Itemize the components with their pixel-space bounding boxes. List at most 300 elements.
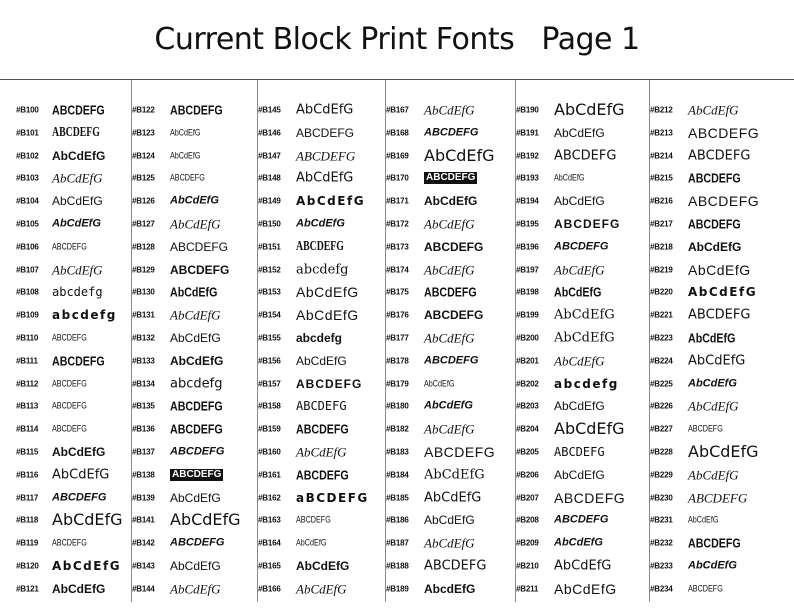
font-row: [650, 168, 790, 188]
font-row: [132, 100, 254, 120]
font-sample: AbCdEfG: [424, 490, 482, 506]
font-row: [16, 237, 128, 257]
font-code: #B156: [258, 356, 281, 366]
font-sample: ABCDEFG: [52, 491, 107, 504]
font-sample: AbCdEfG: [296, 581, 347, 597]
font-row: [650, 351, 790, 371]
font-sample: AbCdEfG: [424, 216, 475, 232]
font-code: #B218: [650, 242, 673, 252]
font-code: #B194: [516, 196, 539, 206]
font-sample: AbCdEfG: [554, 100, 625, 119]
font-code: #B180: [386, 401, 409, 411]
font-sample: AbCdEfG: [424, 513, 475, 528]
font-sample: AbCdEfG: [170, 490, 221, 505]
font-code: #B197: [516, 265, 539, 275]
font-code: #B160: [258, 447, 281, 457]
font-code: #B233: [650, 561, 673, 571]
font-code: #B100: [16, 105, 39, 115]
font-row: [386, 510, 512, 530]
font-row: [386, 488, 512, 508]
font-column: [516, 80, 650, 602]
font-row: [258, 282, 382, 302]
font-code: #B107: [16, 265, 39, 275]
font-row: [386, 237, 512, 257]
font-row: [516, 533, 646, 553]
font-sample: AbCdEfG: [554, 558, 612, 574]
font-sample: AbCdEfG: [52, 467, 110, 483]
font-sample: AbCdEfG: [554, 419, 625, 439]
font-code: #B169: [386, 151, 409, 161]
font-sample: ABCDEFG: [170, 172, 205, 183]
font-sample: AbCdEfG: [554, 399, 605, 414]
font-sample: ABCDEFG: [554, 217, 621, 231]
font-code: #B114: [16, 424, 39, 434]
font-code: #B108: [16, 287, 39, 297]
font-column: [258, 80, 386, 602]
font-row: [516, 168, 646, 188]
font-row: [650, 328, 790, 348]
font-sample: ABCDEFG: [170, 445, 225, 458]
font-row: [650, 488, 790, 508]
font-code: #B104: [16, 196, 39, 206]
font-row: [132, 556, 254, 576]
font-code: #B120: [16, 561, 39, 571]
font-row: [258, 579, 382, 599]
font-code: #B118: [16, 515, 39, 525]
font-code: #B211: [516, 584, 539, 594]
font-row: [516, 305, 646, 325]
font-code: #B142: [132, 538, 155, 548]
font-sample: AbCdEfG: [296, 353, 347, 368]
font-sample: ABCDEFG: [688, 170, 741, 186]
font-row: [258, 396, 382, 416]
font-row: [258, 488, 382, 508]
font-row: [516, 510, 646, 530]
font-row: [650, 123, 790, 143]
font-code: #B198: [516, 287, 539, 297]
font-row: [386, 260, 512, 280]
font-row: [650, 282, 790, 302]
font-code: #B206: [516, 470, 539, 480]
font-sample: ABCDEFG: [554, 489, 626, 506]
font-sample: ABCDEFG: [296, 238, 344, 254]
font-sample: ABCDEFG: [52, 102, 105, 118]
font-row: [386, 328, 512, 348]
font-sample: ABCDEFG: [52, 423, 87, 434]
font-code: #B163: [258, 515, 281, 525]
font-row: [16, 123, 128, 143]
font-row: [16, 374, 128, 394]
font-row: [650, 533, 790, 553]
font-row: [386, 214, 512, 234]
font-row: [132, 579, 254, 599]
font-code: #B171: [386, 196, 409, 206]
font-row: [16, 533, 128, 553]
font-row: [516, 237, 646, 257]
font-row: [386, 374, 512, 394]
font-code: #B172: [386, 219, 409, 229]
font-row: [650, 579, 790, 599]
font-code: #B193: [516, 173, 539, 183]
font-code: #B213: [650, 128, 673, 138]
font-code: #B113: [16, 401, 39, 411]
font-row: [132, 282, 254, 302]
font-code: #B173: [386, 242, 409, 252]
font-row: [258, 260, 382, 280]
font-sample: abcdefg: [52, 285, 103, 300]
font-row: [258, 328, 382, 348]
font-sample: AbcdEfG: [424, 581, 476, 596]
font-code: #B144: [132, 584, 155, 594]
font-sample: abcdefg: [554, 376, 619, 391]
font-sample: AbCdEfG: [554, 353, 605, 369]
font-row: [516, 100, 646, 120]
font-code: #B203: [516, 401, 539, 411]
font-code: #B105: [16, 219, 39, 229]
font-sample: ABCDEFG: [688, 193, 760, 210]
font-code: #B234: [650, 584, 673, 594]
font-code: #B202: [516, 379, 539, 389]
font-sample: AbCdEfG: [554, 284, 602, 300]
font-row: [258, 419, 382, 439]
font-code: #B214: [650, 151, 673, 161]
font-code: #B123: [132, 128, 155, 138]
font-code: #B224: [650, 356, 673, 366]
font-row: [16, 556, 128, 576]
font-row: [386, 419, 512, 439]
font-sample: ABCDEFG: [554, 240, 609, 253]
font-code: #B149: [258, 196, 281, 206]
font-code: #B201: [516, 356, 539, 366]
font-code: #B125: [132, 173, 155, 183]
font-sample: AbCdEfG: [170, 353, 224, 368]
font-row: [516, 282, 646, 302]
font-row: [516, 351, 646, 371]
font-row: [16, 510, 128, 530]
font-row: [650, 374, 790, 394]
font-code: #B112: [16, 379, 39, 389]
font-row: [516, 396, 646, 416]
font-row: [16, 579, 128, 599]
font-sample: ABCDEFG: [688, 216, 741, 232]
page-title: Current Block Print Fonts Page 1: [154, 22, 640, 57]
font-code: #B162: [258, 493, 281, 503]
font-row: [258, 305, 382, 325]
font-code: #B183: [386, 447, 409, 457]
font-sample: ABCDEFG: [296, 376, 363, 391]
font-code: #B205: [516, 447, 539, 457]
font-row: [258, 533, 382, 553]
font-code: #B232: [650, 538, 673, 548]
font-code: #B137: [132, 447, 155, 457]
font-row: [386, 556, 512, 576]
font-row: [258, 146, 382, 166]
font-row: [650, 396, 790, 416]
font-code: #B150: [258, 219, 281, 229]
font-row: [132, 305, 254, 325]
font-code: #B139: [132, 493, 155, 503]
font-sample: AbCdEfG: [296, 444, 347, 460]
font-code: #B207: [516, 493, 539, 503]
font-code: #B170: [386, 173, 409, 183]
font-sample: ABCDEFG: [688, 148, 751, 164]
font-code: #B128: [132, 242, 155, 252]
font-code: #B182: [386, 424, 409, 434]
font-row: [16, 214, 128, 234]
font-code: #B148: [258, 173, 281, 183]
font-row: [16, 260, 128, 280]
font-sample: AbCdEfG: [296, 307, 359, 324]
font-sample: AbCdEfG: [170, 581, 221, 597]
font-code: #B195: [516, 219, 539, 229]
font-code: #B225: [650, 379, 673, 389]
font-code: #B158: [258, 401, 281, 411]
font-row: [16, 396, 128, 416]
font-row: [132, 488, 254, 508]
font-row: [650, 237, 790, 257]
font-code: #B135: [132, 401, 155, 411]
font-code: #B227: [650, 424, 673, 434]
font-code: #B157: [258, 379, 281, 389]
font-sample: ABCDEFG: [170, 536, 225, 549]
font-row: [516, 123, 646, 143]
font-sample: AbCdEfG: [170, 216, 221, 232]
font-sample: AbCdEfG: [52, 559, 122, 573]
font-sample: aBCDEFG: [296, 490, 369, 505]
font-sample: ABCDEFG: [424, 558, 487, 574]
font-sample: ABCDEFG: [554, 445, 605, 459]
font-sample: ABCDEFG: [424, 284, 477, 300]
font-code: #B165: [258, 561, 281, 571]
font-column: [650, 80, 794, 602]
font-code: #B231: [650, 515, 673, 525]
font-row: [258, 374, 382, 394]
font-sample: ABCDEFG: [296, 148, 356, 164]
font-code: #B155: [258, 333, 281, 343]
font-sample: AbCdEfG: [554, 330, 615, 346]
font-sample: AbCdEfG: [170, 559, 221, 573]
font-sample: AbCdEfG: [52, 194, 103, 209]
font-code: #B109: [16, 310, 39, 320]
font-row: [16, 100, 128, 120]
font-code: #B151: [258, 242, 281, 252]
font-code: #B209: [516, 538, 539, 548]
font-sample: AbCdEfG: [424, 330, 475, 346]
font-code: #B124: [132, 151, 155, 161]
font-row: [516, 146, 646, 166]
font-sample: ABCDEFG: [170, 398, 223, 414]
font-row: [258, 168, 382, 188]
font-code: #B130: [132, 287, 155, 297]
font-row: [16, 351, 128, 371]
font-sample: AbCdEfG: [170, 127, 201, 138]
font-row: [132, 465, 254, 485]
font-row: [132, 146, 254, 166]
font-sample: AbCdEfG: [52, 510, 123, 530]
font-code: #B223: [650, 333, 673, 343]
font-code: #B212: [650, 105, 673, 115]
font-code: #B219: [650, 265, 673, 275]
font-code: #B132: [132, 333, 155, 343]
font-row: [132, 510, 254, 530]
font-code: #B220: [650, 287, 673, 297]
font-code: #B230: [650, 493, 673, 503]
font-row: [132, 260, 254, 280]
font-sample: ABCDEFG: [688, 490, 748, 506]
font-code: #B210: [516, 561, 539, 571]
font-sample: abcdefg: [170, 376, 223, 392]
font-row: [132, 123, 254, 143]
font-column: [386, 80, 516, 602]
font-sample: ABCDEFG: [52, 400, 87, 411]
font-row: [516, 374, 646, 394]
font-row: [386, 579, 512, 599]
font-sample: AbCdEfG: [424, 399, 473, 412]
font-sample: ABCDEFG: [424, 308, 484, 323]
font-sample: AbCdEfG: [424, 378, 455, 389]
font-code: #B161: [258, 470, 281, 480]
font-sample: ABCDEFG: [688, 535, 741, 551]
font-sample: AbCdEfG: [52, 170, 103, 186]
font-code: #B208: [516, 515, 539, 525]
font-code: #B216: [650, 196, 673, 206]
font-row: [16, 419, 128, 439]
font-row: [16, 305, 128, 325]
font-code: #B101: [16, 128, 39, 138]
font-row: [258, 442, 382, 462]
font-row: [386, 396, 512, 416]
font-row: [386, 146, 512, 166]
font-row: [650, 260, 790, 280]
font-row: [516, 465, 646, 485]
font-sample: abcdefg: [296, 331, 343, 345]
font-sample: AbCdEfG: [688, 559, 737, 572]
font-row: [386, 191, 512, 211]
font-sample: AbCdEfG: [554, 262, 605, 278]
font-row: [650, 100, 790, 120]
font-code: #B168: [386, 128, 409, 138]
font-row: [132, 237, 254, 257]
font-row: [132, 442, 254, 462]
font-row: [386, 351, 512, 371]
font-sample: ABCDEFG: [296, 421, 349, 437]
font-row: [16, 282, 128, 302]
font-sample: ABCDEFG: [296, 514, 331, 525]
font-code: #B176: [386, 310, 409, 320]
font-code: #B166: [258, 584, 281, 594]
font-code: #B126: [132, 196, 155, 206]
font-sample: ABCDEFG: [424, 239, 484, 254]
font-code: #B152: [258, 265, 281, 275]
font-sample: AbCdEfG: [170, 510, 241, 530]
font-code: #B129: [132, 265, 155, 275]
font-code: #B192: [516, 151, 539, 161]
font-sample: AbCdEfG: [554, 580, 617, 597]
font-row: [16, 488, 128, 508]
font-sample: AbCdEfG: [554, 125, 605, 140]
font-code: #B115: [16, 447, 39, 457]
font-code: #B187: [386, 538, 409, 548]
font-sample: AbCdEfG: [52, 581, 106, 596]
font-row: [16, 465, 128, 485]
font-code: #B200: [516, 333, 539, 343]
font-row: [16, 328, 128, 348]
font-sample: AbCdEfG: [424, 102, 475, 118]
font-code: #B102: [16, 151, 39, 161]
font-row: [650, 146, 790, 166]
font-code: #B188: [386, 561, 409, 571]
font-sample: AbCdEfG: [688, 467, 739, 483]
font-sample: AbCdEfG: [424, 535, 475, 551]
font-sample: ABCDEFG: [170, 421, 223, 437]
font-row: [16, 442, 128, 462]
font-row: [516, 488, 646, 508]
font-code: #B138: [132, 470, 155, 480]
font-sample: ABCDEFG: [52, 332, 87, 343]
font-code: #B204: [516, 424, 539, 434]
font-sample: AbCdEfG: [554, 536, 603, 549]
font-row: [132, 351, 254, 371]
font-sample: ABCDEFG: [52, 353, 105, 369]
font-sample: AbCdEfG: [296, 217, 345, 230]
font-sample: ABCDEFG: [170, 262, 230, 277]
font-code: #B217: [650, 219, 673, 229]
font-sample: AbCdEfG: [170, 194, 219, 207]
font-column: [132, 80, 258, 602]
font-code: #B185: [386, 493, 409, 503]
font-row: [516, 260, 646, 280]
font-row: [132, 168, 254, 188]
font-sample: AbCdEfG: [688, 353, 746, 369]
font-sample: ABCDEFG: [52, 537, 87, 548]
font-sample: AbCdEfG: [170, 284, 218, 300]
font-column: [16, 80, 132, 602]
font-code: #B226: [650, 401, 673, 411]
font-row: [258, 214, 382, 234]
font-sample: AbCdEfG: [688, 285, 758, 300]
font-row: [650, 556, 790, 576]
font-sample: AbCdEfG: [296, 102, 354, 118]
font-code: #B186: [386, 515, 409, 525]
font-code: #B127: [132, 219, 155, 229]
font-code: #B141: [132, 515, 155, 525]
font-code: #B184: [386, 470, 409, 480]
font-code: #B221: [650, 310, 673, 320]
font-row: [386, 123, 512, 143]
font-row: [516, 442, 646, 462]
font-sample: ABCDEFG: [688, 124, 760, 141]
font-sample: ABCDEFG: [688, 307, 751, 323]
font-code: #B154: [258, 310, 281, 320]
font-row: [132, 533, 254, 553]
font-sample: ABCDEFG: [426, 172, 476, 184]
font-code: #B136: [132, 424, 155, 434]
font-row: [258, 556, 382, 576]
font-sample: ABCDEFG: [170, 239, 229, 254]
font-sample: ABCDEFG: [296, 125, 355, 140]
font-sample: AbCdEfG: [424, 145, 495, 165]
font-code: #B103: [16, 173, 39, 183]
font-code: #B147: [258, 151, 281, 161]
font-sample: AbCdEfG: [170, 150, 201, 161]
font-row: [650, 510, 790, 530]
font-code: #B189: [386, 584, 409, 594]
font-code: #B122: [132, 105, 155, 115]
font-row: [516, 191, 646, 211]
font-sample: AbCdEfG: [688, 514, 719, 525]
font-sample: ABCDEFG: [688, 423, 723, 434]
font-code: #B164: [258, 538, 281, 548]
